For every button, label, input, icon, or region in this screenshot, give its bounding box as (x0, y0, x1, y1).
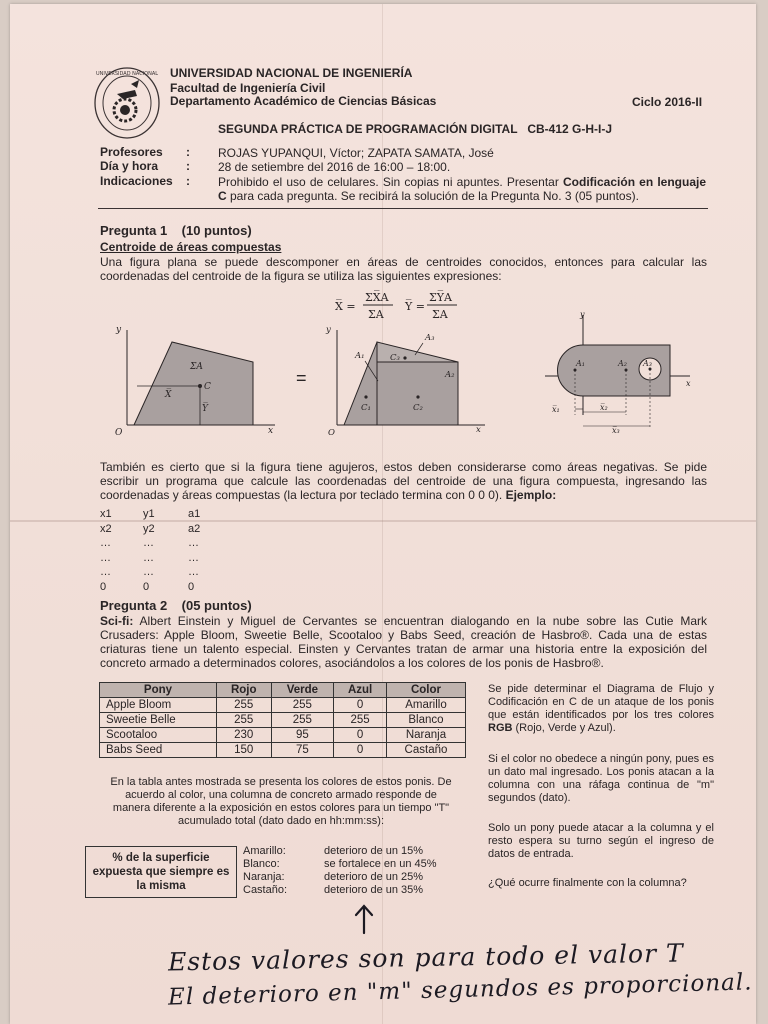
a3-label: A₃ (643, 359, 652, 368)
y-axis-label: y (116, 325, 122, 335)
green-value: 255 (271, 698, 334, 713)
handwritten-arrow-icon (352, 903, 376, 940)
c3-label: C₃ (390, 353, 400, 363)
color-effects-values: deterioro de un 15% se fortalece en un 45% deterioro de un 25% deterioro de un 35% (324, 845, 437, 896)
color-name: Amarillo (386, 698, 465, 713)
university-name: UNIVERSIDAD NACIONAL DE INGENIERÍA (170, 66, 413, 80)
x1bar-label: x̅₁ (552, 405, 560, 414)
svg-text:ΣY̅A: ΣY̅A (429, 291, 452, 304)
svg-text:UNIVERSIDAD NACIONAL: UNIVERSIDAD NACIONAL (95, 71, 159, 77)
column-header: Color (386, 683, 465, 698)
origin-label: O (115, 428, 123, 438)
color-name: Blanco (386, 713, 465, 728)
color-effects-labels: Amarillo: Blanco: Naranja: Castaño: (243, 845, 288, 896)
table-row (100, 728, 466, 743)
table-row (100, 713, 466, 728)
red-value: 230 (216, 728, 271, 743)
a1-label: A₁ (576, 359, 585, 368)
x2bar-label: x̅₂ (600, 403, 608, 412)
pony-name: Sweetie Belle (100, 713, 217, 728)
surface-note-box: % de la superficie expuesta que siempre es la misma (85, 846, 237, 898)
pony-name: Apple Bloom (100, 698, 217, 713)
exam-title: SEGUNDA PRÁCTICA DE PROGRAMACIÓN DIGITAL CB-412 G-H-I-J (218, 122, 613, 136)
column-header: Azul (334, 683, 387, 698)
a2-label: A₂ (618, 359, 627, 368)
profesores-value: ROJAS YUPANQUI, Víctor; ZAPATA SAMATA, José (218, 146, 494, 160)
indicaciones-label: Indicaciones (100, 174, 173, 188)
centroid-formulas (335, 290, 465, 329)
indicaciones-text: Prohibido el uso de celulares. Sin copias ni apuntes. Presentar Codificación en lenguaje C para cada pregunta. Se recibirá la solución de la Pregunta No. 3 (05 puntos). (218, 175, 707, 203)
handwritten-note-line2: El deterioro en "m" segundos es proporcional. (167, 969, 753, 1011)
sigma-a-label: ΣA (190, 362, 203, 372)
table-row (100, 743, 466, 758)
header-divider (98, 208, 708, 209)
blue-value: 255 (334, 713, 387, 728)
pony-name: Babs Seed (100, 743, 217, 758)
green-value: 75 (271, 743, 334, 758)
q1-body: También es cierto que si la figura tiene agujeros, estos deben considerarse como áreas negativas. Se pide escribir un programa que calcule las coordenadas del centroide de una figura compuesta, ingresando las coordenadas y áreas compuestas (la lectura por teclado termina con 0 0 0). Ejemplo: (100, 460, 707, 502)
ybar-label: Y̅ (202, 404, 208, 414)
equals-sign: = (296, 368, 307, 388)
colon: : (186, 174, 190, 188)
y-axis-label: y (580, 310, 585, 319)
table-header-row (100, 683, 466, 698)
y-axis-label: y (326, 325, 331, 335)
blue-value: 0 (334, 698, 387, 713)
cycle-label: Ciclo 2016-II (632, 95, 703, 109)
centroid-figure-total (110, 325, 280, 445)
c2-label: C₂ (413, 403, 423, 413)
a2-label: A₂ (445, 370, 455, 380)
pony-color-table (99, 682, 466, 758)
q1-title: Pregunta 1 (10 puntos) (100, 223, 252, 238)
column-header: Rojo (216, 683, 271, 698)
q1-subtitle: Centroide de áreas compuestas (100, 240, 282, 254)
c1-label: C₁ (361, 403, 371, 413)
table-row (100, 698, 466, 713)
q2-turn-note: Solo un pony puede atacar a la columna y el resto espera su turno según el ingreso de datos de entrada. (488, 822, 714, 860)
colon: : (186, 145, 190, 159)
q2-task: Se pide determinar el Diagrama de Flujo y Codificación en C de un ataque de los ponis que están identificados por los tres colores RGB (Rojo, Verde y Azul). (488, 683, 714, 734)
colon: : (186, 159, 190, 173)
handwritten-note-line1: Estos valores son para todo el valor T (167, 938, 684, 977)
q2-invalid-note: Si el color no obedece a ningún pony, pues es un dato mal ingresado. Los ponis atacan a la columna con una ráfaga continua de "m" segundos (dato). (488, 753, 714, 804)
a3-label: A₃ (425, 333, 435, 343)
q2-question: ¿Qué ocurre finalmente con la columna? (488, 877, 687, 889)
x-axis-label: x (686, 379, 691, 388)
red-value: 255 (216, 713, 271, 728)
blue-value: 0 (334, 728, 387, 743)
centroid-figure-composite (320, 325, 490, 445)
red-value: 150 (216, 743, 271, 758)
a1-label: A₁ (355, 351, 365, 361)
faculty-name: Facultad de Ingeniería Civil (170, 81, 326, 95)
example-column-a: a1 a2 … … … 0 (188, 508, 201, 593)
fecha-value: 28 de setiembre del 2016 de 16:00 – 18:00. (218, 160, 451, 174)
department-name: Departamento Académico de Ciencias Básicas (170, 94, 437, 108)
profesores-label: Profesores (100, 145, 163, 159)
example-column-y: y1 y2 … … … 0 (143, 508, 155, 593)
pony-name: Scootaloo (100, 728, 217, 743)
blue-value: 0 (334, 743, 387, 758)
svg-text:ΣA: ΣA (368, 308, 384, 321)
table-explanation: En la tabla antes mostrada se presenta los colores de estos ponis. De acuerdo al color, una columna de concreto armado responde de manera diferente a la exposición en estos colores para un tiempo "T" acumulado total (dato dado en hh:mm:ss): (110, 776, 452, 827)
paper-fold (10, 520, 756, 522)
svg-text:ΣX̅A: ΣX̅A (365, 291, 389, 304)
x-axis-label: x (476, 425, 481, 435)
color-name: Naranja (386, 728, 465, 743)
q2-title: Pregunta 2 (05 puntos) (100, 598, 252, 613)
x3bar-label: x̅₃ (612, 426, 620, 435)
centroid-c-label: C (204, 382, 211, 392)
svg-text:Y̅ =: Y̅ = (405, 300, 425, 313)
fecha-label: Día y hora (100, 159, 159, 173)
color-name: Castaño (386, 743, 465, 758)
red-value: 255 (216, 698, 271, 713)
origin-label: O (328, 428, 335, 438)
green-value: 255 (271, 713, 334, 728)
svg-text:X̅ =: X̅ = (335, 300, 356, 313)
q2-intro: Sci-fi: Albert Einstein y Miguel de Cervantes se encuentran dialogando en la nube sobre las Cutie Mark Crusaders: Apple Bloom, Sweetie Belle, Scootaloo y Babs Seed, creación de Hasbro®. Cada una de estas criaturas tiene un talento especial. Einsten y Cervantes tratan de armar una historia entre la exposición del concreto armado a determinados colores, asociándolos a los colores de los ponis de Hasbro®. (100, 614, 707, 670)
example-column-x: x1 x2 … … … 0 (100, 508, 112, 593)
column-header: Pony (100, 683, 217, 698)
xbar-label: X̅ (165, 390, 172, 400)
column-header: Verde (271, 683, 334, 698)
svg-text:ΣA: ΣA (432, 308, 448, 321)
centroid-figure-hole (540, 310, 700, 440)
x-axis-label: x (268, 426, 274, 436)
university-seal (93, 66, 161, 145)
q1-intro: Una figura plana se puede descomponer en áreas de centroides conocidos, entonces para calcular las coordenadas del centroide de la figura se utiliza las siguientes expresiones: (100, 255, 707, 283)
green-value: 95 (271, 728, 334, 743)
